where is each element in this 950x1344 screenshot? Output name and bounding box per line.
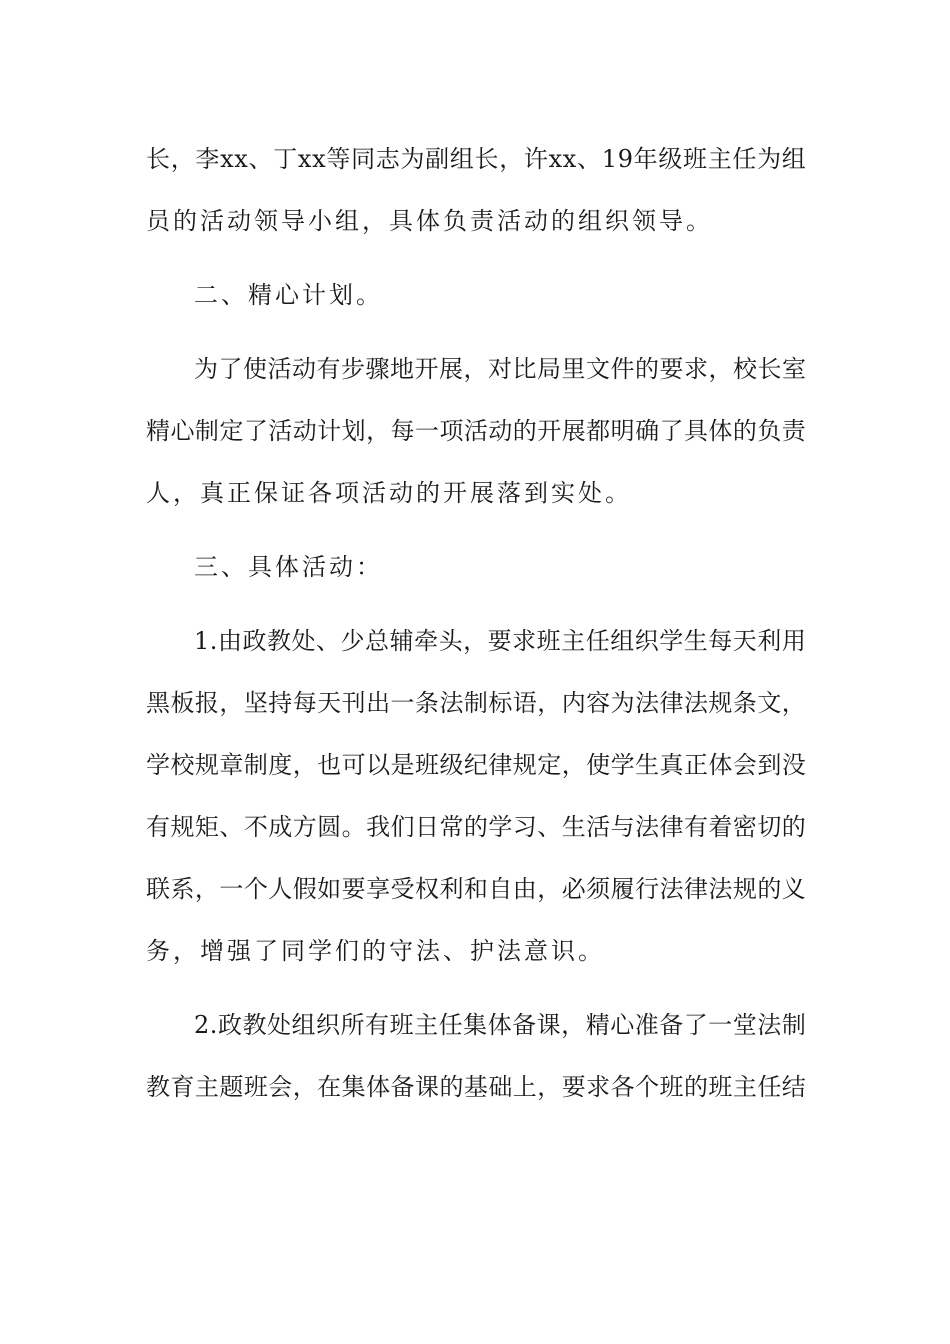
text-line: 人，真正保证各项活动的开展落到实处。: [146, 479, 632, 507]
text-line: 为 了 使 活 动 有 步 骤 地 开 展 ， 对 比 局 里 文 件 的 要 求 ， 校 长 室: [194, 355, 806, 383]
paragraph-leadership-group: [146, 128, 806, 252]
text-line: 有 规 矩 、 不 成 方 圆 。 我 们 日 常 的 学 习 、 生 活 与 法 律 有 着 密 切 的: [146, 813, 806, 841]
section-heading-plan: [146, 264, 806, 326]
text-line: 长 ， 李 x x 、 丁 x x 等 同 志 为 副 组 长 ， 许 x x 、 1 9 年 级 班 主 任 为 组: [146, 145, 806, 173]
text-line: 教 育 主 题 班 会 ， 在 集 体 备 课 的 基 础 上 ， 要 求 各 个 班 的 班 主 任 结: [146, 1073, 806, 1101]
paragraph-activity-1: [146, 610, 806, 982]
text-line: 黑 板 报 ， 坚 持 每 天 刊 出 一 条 法 制 标 语 ， 内 容 为 法 律 法 规 条 文 ，: [146, 689, 806, 717]
text-line: 务，增强了同学们的守法、护法意识。: [146, 937, 605, 965]
text-line: 员的活动领导小组，具体负责活动的组织领导。: [146, 207, 713, 235]
text-line: 1 . 由 政 教 处 、 少 总 辅 牵 头 ， 要 求 班 主 任 组 织 学 生 每 天 利 用: [194, 627, 806, 655]
heading-text: 三、具体活动：: [194, 553, 383, 581]
text-line: 精 心 制 定 了 活 动 计 划 ， 每 一 项 活 动 的 开 展 都 明 确 了 具 体 的 负 责: [146, 417, 806, 445]
text-line: 2 . 政 教 处 组 织 所 有 班 主 任 集 体 备 课 ， 精 心 准 备 了 一 堂 法 制: [194, 1011, 806, 1039]
paragraph-plan: [146, 338, 806, 524]
document-body: [146, 128, 806, 1130]
heading-text: 二、精心计划。: [194, 281, 383, 309]
section-heading-activities: [146, 536, 806, 598]
text-line: 联 系 ， 一 个 人 假 如 要 享 受 权 利 和 自 由 ， 必 须 履 行 法 律 法 规 的 义: [146, 875, 806, 903]
paragraph-activity-2: [146, 994, 806, 1118]
text-line: 学 校 规 章 制 度 ， 也 可 以 是 班 级 纪 律 规 定 ， 使 学 生 真 正 体 会 到 没: [146, 751, 806, 779]
